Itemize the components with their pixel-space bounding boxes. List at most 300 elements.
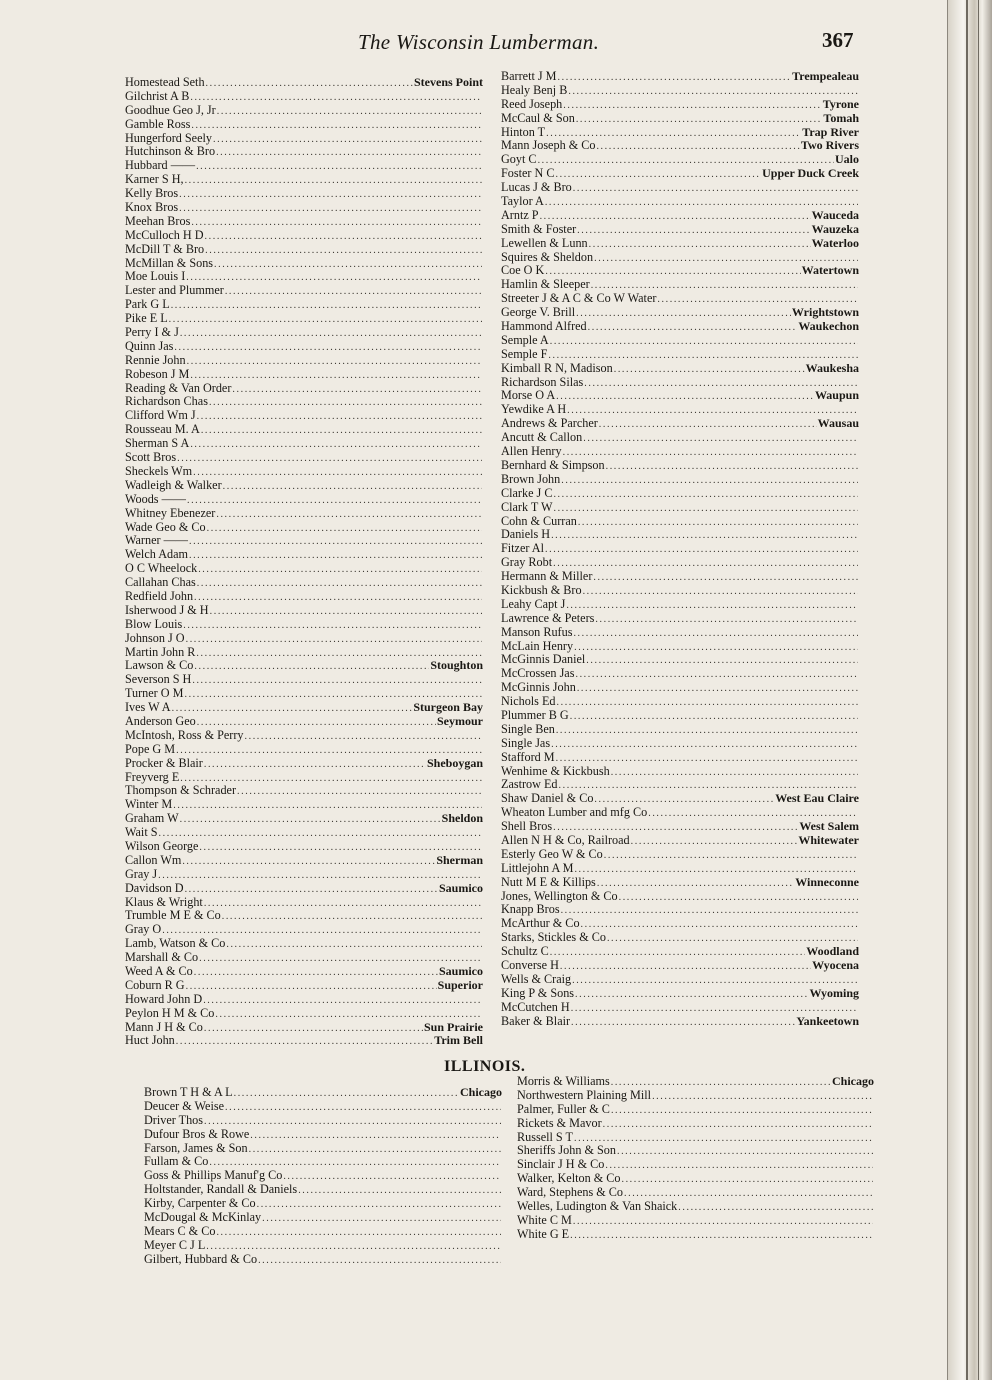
directory-entry	[501, 959, 859, 973]
entry-name: Esterly Geo W & Co	[501, 846, 603, 861]
directory-entry	[125, 493, 483, 507]
entry-name: Hungerford Seely	[125, 130, 212, 145]
entry-name: Scott Bros	[125, 450, 177, 465]
dot-leader	[619, 891, 858, 905]
directory-entry	[125, 590, 483, 604]
directory-entry	[501, 181, 859, 195]
entry-location: Woodland	[806, 944, 859, 959]
directory-entry	[501, 778, 859, 792]
directory-entry	[517, 1131, 874, 1145]
directory-entry	[125, 409, 483, 423]
entry-name: Pope G M	[125, 741, 176, 756]
directory-entry	[501, 112, 859, 126]
directory-entry	[501, 820, 859, 834]
entry-name: McArthur & Co	[501, 916, 580, 931]
directory-entry	[517, 1186, 874, 1200]
entry-name: Northwestern Plaining Mill	[517, 1087, 652, 1102]
entry-location: Stoughton	[430, 658, 483, 673]
directory-entry	[501, 139, 859, 153]
entry-name: Hammond Alfred	[501, 319, 587, 334]
directory-entry	[517, 1117, 874, 1131]
directory-entry	[501, 987, 859, 1001]
dot-leader	[187, 355, 482, 369]
directory-entry	[501, 626, 859, 640]
directory-entry	[125, 159, 483, 173]
dot-leader	[583, 432, 858, 446]
directory-entry	[501, 612, 859, 626]
dot-leader	[249, 1143, 501, 1157]
directory-entry	[501, 945, 859, 959]
entry-name: Goodhue Geo J, Jr	[125, 102, 216, 117]
directory-entry	[501, 584, 859, 598]
directory-entry	[125, 854, 483, 868]
directory-entry	[125, 673, 483, 687]
entry-name: Peylon H M & Co	[125, 1005, 215, 1020]
entry-location: Wyocena	[812, 958, 859, 972]
entry-name: Davidson D	[125, 880, 184, 895]
directory-entry	[125, 243, 483, 257]
entry-name: Gray J	[125, 866, 158, 881]
directory-entry	[501, 98, 859, 112]
entry-location: Saumico	[438, 880, 483, 895]
directory-entry	[517, 1103, 874, 1117]
dot-leader	[197, 410, 482, 424]
entry-name: Robeson J M	[125, 366, 190, 381]
directory-entry	[125, 201, 483, 215]
entry-name: Andrews & Parcher	[501, 416, 598, 431]
directory-entry	[125, 187, 483, 201]
dot-leader	[194, 591, 482, 605]
entry-name: Kelly Bros	[125, 186, 179, 201]
directory-entry	[501, 876, 859, 890]
entry-name: Wilson George	[125, 838, 199, 853]
entry-name: Trumble M E & Co	[125, 908, 221, 923]
directory-entry	[125, 632, 483, 646]
dot-leader	[573, 627, 858, 641]
entry-name: Warner ——	[125, 533, 188, 548]
dot-leader	[205, 244, 482, 258]
directory-entry	[125, 909, 483, 923]
entry-name: Single Jas	[501, 735, 551, 750]
entry-name: Semple F	[501, 346, 548, 361]
directory-entry	[125, 618, 483, 632]
dot-leader	[182, 855, 435, 869]
entry-name: Lewellen & Lunn	[501, 235, 588, 250]
directory-entry	[144, 1253, 502, 1267]
directory-entry	[517, 1200, 874, 1214]
entry-location: Wyoming	[809, 985, 859, 1000]
directory-entry	[501, 70, 859, 84]
entry-name: White C M	[517, 1212, 572, 1227]
dot-leader	[551, 529, 858, 543]
dot-leader	[225, 1101, 501, 1115]
dot-leader	[593, 571, 858, 585]
entry-name: Moe Louis I	[125, 269, 186, 284]
dot-leader	[545, 543, 858, 557]
entry-name: McCulloch H D	[125, 227, 204, 242]
entry-location: West Salem	[799, 819, 859, 834]
directory-entry	[125, 90, 483, 104]
dot-leader	[566, 599, 858, 613]
dot-leader	[550, 946, 806, 960]
illinois-left-column	[144, 1086, 502, 1267]
dot-leader	[186, 980, 437, 994]
dot-leader	[223, 480, 482, 494]
directory-entry	[501, 709, 859, 723]
dot-leader	[169, 313, 482, 327]
dot-leader	[605, 1159, 873, 1173]
entry-name: Healy Benj B	[501, 82, 568, 97]
dot-leader	[540, 210, 811, 224]
entry-name: Palmer, Fuller & C	[517, 1101, 610, 1116]
entry-location: Sheldon	[441, 811, 483, 826]
entry-name: McCaul & Son	[501, 110, 575, 125]
entry-name: Wells & Craig	[501, 971, 572, 986]
entry-name: Sheriffs John & Son	[517, 1143, 616, 1158]
entry-name: McLain Henry	[501, 638, 574, 653]
entry-name: Callahan Chas	[125, 575, 196, 590]
directory-entry	[501, 640, 859, 654]
dot-leader	[570, 710, 858, 724]
dot-leader	[232, 383, 482, 397]
dot-leader	[578, 516, 858, 530]
entry-name: Isherwood J & H	[125, 602, 209, 617]
directory-entry	[144, 1128, 502, 1142]
dot-leader	[560, 960, 811, 974]
dot-leader	[194, 966, 438, 980]
dot-leader	[597, 877, 794, 891]
entry-name: Jones, Wellington & Co	[501, 888, 618, 903]
dot-leader	[189, 535, 482, 549]
entry-name: Starks, Stickles & Co	[501, 930, 606, 945]
directory-entry	[501, 389, 859, 403]
dot-leader	[551, 738, 858, 752]
dot-leader	[179, 202, 482, 216]
entry-name: Homestead Seth	[125, 75, 205, 89]
entry-name: Taylor A	[501, 194, 544, 209]
dot-leader	[179, 188, 482, 202]
directory-entry	[501, 931, 859, 945]
entry-name: Reading & Van Order	[125, 380, 232, 395]
entry-name: Semple A	[501, 332, 549, 347]
directory-entry	[125, 576, 483, 590]
dot-leader	[216, 1226, 501, 1240]
directory-entry	[125, 840, 483, 854]
dot-leader	[190, 91, 482, 105]
directory-entry	[501, 834, 859, 848]
dot-leader	[190, 438, 482, 452]
entry-name: Nichols Ed	[501, 694, 556, 709]
directory-entry	[144, 1239, 502, 1253]
directory-entry	[517, 1144, 874, 1158]
entry-name: White G E	[517, 1226, 570, 1241]
entry-location: Sherman	[436, 852, 483, 867]
entry-name: Meehan Bros	[125, 213, 191, 228]
entry-name: Marshall & Co	[125, 950, 199, 965]
entry-name: Driver Thos	[144, 1112, 204, 1127]
directory-entry	[501, 862, 859, 876]
entry-name: Whitney Ebenezer	[125, 505, 216, 520]
entry-name: Gamble Ross	[125, 116, 191, 131]
entry-name: Hinton T	[501, 124, 546, 139]
entry-name: Yewdike A H	[501, 402, 567, 417]
entry-name: O C Wheelock	[125, 561, 198, 576]
directory-entry	[501, 292, 859, 306]
dot-leader	[298, 1184, 501, 1198]
entry-location: Watertown	[801, 263, 859, 278]
directory-entry	[125, 1034, 483, 1048]
directory-entry	[501, 223, 859, 237]
dot-leader	[604, 849, 858, 863]
directory-entry	[501, 917, 859, 931]
dot-leader	[576, 113, 823, 127]
dot-leader	[183, 619, 482, 633]
entry-name: Russell S T	[517, 1129, 573, 1144]
entry-name: Morse O A	[501, 388, 556, 403]
dot-leader	[190, 369, 482, 383]
directory-entry	[125, 659, 483, 673]
directory-entry	[125, 215, 483, 229]
entry-name: Severson S H	[125, 672, 192, 687]
directory-entry	[501, 890, 859, 904]
entry-name: Zastrow Ed	[501, 777, 558, 792]
directory-entry	[144, 1169, 502, 1183]
directory-entry	[501, 84, 859, 98]
entry-name: Smith & Foster	[501, 221, 577, 236]
directory-entry	[125, 896, 483, 910]
dot-leader	[180, 327, 482, 341]
entry-location: Saumico	[438, 964, 483, 978]
directory-entry	[125, 687, 483, 701]
entry-name: Winter M	[125, 797, 173, 812]
entry-location: Chicago	[832, 1074, 874, 1088]
directory-entry	[501, 848, 859, 862]
dot-leader	[158, 869, 482, 883]
entry-name: George V. Brill	[501, 305, 576, 320]
directory-entry	[501, 417, 859, 431]
directory-entry	[144, 1225, 502, 1239]
dot-leader	[185, 883, 438, 897]
directory-entry	[501, 487, 859, 501]
dot-leader	[283, 1170, 501, 1184]
directory-entry	[501, 348, 859, 362]
entry-name: Fullam & Co	[144, 1154, 209, 1169]
dot-leader	[258, 1254, 501, 1268]
directory-entry	[144, 1114, 502, 1128]
directory-entry	[501, 723, 859, 737]
dot-leader	[553, 557, 858, 571]
entry-location: Two Rivers	[800, 138, 859, 153]
dot-leader	[173, 799, 482, 813]
entry-location: Tomah	[823, 110, 859, 125]
directory-entry	[501, 264, 859, 278]
entry-name: Wenhime & Kickbush	[501, 763, 610, 778]
dot-leader	[574, 641, 858, 655]
entry-location: Wauzeka	[811, 221, 859, 236]
directory-entry	[501, 570, 859, 584]
directory-entry	[501, 237, 859, 251]
entry-name: Lawrence & Peters	[501, 610, 595, 625]
entry-name: Blow Louis	[125, 616, 183, 631]
entry-name: Freyverg E	[125, 769, 180, 784]
dot-leader	[553, 488, 858, 502]
entry-location: Chicago	[460, 1085, 502, 1099]
directory-entry	[125, 1021, 483, 1035]
directory-entry	[501, 515, 859, 529]
entry-name: Quinn Jas	[125, 338, 174, 353]
entry-name: Goyt C	[501, 152, 537, 167]
dot-leader	[204, 1022, 423, 1036]
entry-name: Littlejohn A M	[501, 860, 574, 875]
dot-leader	[217, 105, 482, 119]
entry-name: Barrett J M	[501, 69, 557, 83]
entry-name: Lucas J & Bro	[501, 180, 572, 195]
directory-entry	[517, 1089, 874, 1103]
dot-leader	[575, 668, 858, 682]
directory-entry	[501, 403, 859, 417]
dot-leader	[561, 474, 858, 488]
entry-location: Upper Duck Creek	[762, 166, 859, 181]
entry-name: Gray O	[125, 922, 162, 937]
dot-leader	[193, 466, 482, 480]
entry-location: Sheboygan	[426, 755, 483, 770]
dot-leader	[198, 563, 482, 577]
directory-entry	[144, 1100, 502, 1114]
dot-leader	[194, 660, 429, 674]
entry-name: Clifford Wm J	[125, 408, 196, 423]
entry-name: Goss & Phillips Manuf'g Co	[144, 1168, 283, 1183]
dot-leader	[586, 654, 858, 668]
directory-entry	[501, 973, 859, 987]
entry-name: Lester and Plummer	[125, 283, 224, 298]
directory-entry	[125, 729, 483, 743]
entry-name: Mann J H & Co	[125, 1019, 203, 1034]
entry-name: Holtstander, Randall & Daniels	[144, 1182, 298, 1197]
entry-name: Dufour Bros & Rowe	[144, 1126, 250, 1141]
directory-entry	[517, 1214, 874, 1228]
dot-leader	[589, 238, 811, 252]
directory-entry	[517, 1158, 874, 1172]
entry-location: Trap River	[802, 124, 859, 139]
dot-leader	[575, 988, 808, 1002]
entry-location: Trempealeau	[792, 69, 859, 83]
directory-entry	[125, 395, 483, 409]
entry-name: Huct John	[125, 1033, 175, 1048]
entry-location: Yankeetown	[796, 1013, 859, 1028]
entry-name: Hutchinson & Bro	[125, 144, 216, 159]
entry-name: Cohn & Curran	[501, 513, 577, 528]
directory-entry	[144, 1086, 502, 1100]
directory-entry	[501, 765, 859, 779]
entry-name: Pike E L	[125, 311, 168, 326]
directory-entry	[501, 153, 859, 167]
dot-leader	[237, 785, 482, 799]
dot-leader	[210, 605, 482, 619]
entry-location: Waukechon	[798, 319, 859, 334]
entry-location: Seymour	[437, 713, 483, 728]
entry-name: Schultz C	[501, 944, 549, 959]
entry-name: Ward, Stephens & Co	[517, 1185, 623, 1200]
directory-entry	[517, 1172, 874, 1186]
entry-name: Ancutt & Callon	[501, 430, 583, 445]
directory-entry	[125, 951, 483, 965]
entry-location: Ualo	[835, 152, 859, 167]
entry-name: Gilbert, Hubbard & Co	[144, 1251, 258, 1266]
directory-entry	[125, 284, 483, 298]
directory-entry	[501, 362, 859, 376]
directory-entry	[125, 757, 483, 771]
entry-name: Clark T W	[501, 499, 553, 514]
directory-entry	[501, 320, 859, 334]
entry-name: Anderson Geo	[125, 713, 196, 728]
dot-leader	[225, 285, 482, 299]
entry-location: West Eau Claire	[775, 791, 859, 806]
directory-entry	[144, 1142, 502, 1156]
dot-leader	[197, 577, 482, 591]
dot-leader	[174, 341, 482, 355]
entry-name: Baker & Blair	[501, 1013, 571, 1028]
entry-name: Rennie John	[125, 352, 186, 367]
entry-name: Howard John D	[125, 991, 203, 1006]
directory-entry	[125, 715, 483, 729]
entry-name: Martin John R	[125, 644, 196, 659]
page-header	[0, 28, 992, 58]
directory-entry	[501, 542, 859, 556]
dot-leader	[226, 938, 482, 952]
directory-entry	[501, 653, 859, 667]
dot-leader	[177, 452, 482, 466]
entry-location: Sturgeon Bay	[413, 700, 483, 715]
dot-leader	[172, 702, 413, 716]
entry-name: Deucer & Weise	[144, 1098, 225, 1113]
entry-location: Tyrone	[822, 96, 859, 111]
directory-entry	[144, 1211, 502, 1225]
directory-entry	[144, 1155, 502, 1169]
entry-name: McGinnis Daniel	[501, 652, 586, 667]
directory-entry	[125, 145, 483, 159]
directory-entry	[125, 562, 483, 576]
dot-leader	[214, 258, 482, 272]
entry-name: McDill T & Bro	[125, 241, 205, 256]
entry-name: Weed A & Co	[125, 964, 193, 978]
dot-leader	[557, 696, 859, 710]
entry-name: McGinnis John	[501, 680, 576, 695]
entry-name: Streeter J & A C & Co W Water	[501, 291, 657, 306]
directory-entry	[501, 806, 859, 820]
wisconsin-right-column	[501, 70, 859, 1028]
entry-name: Gray Robt	[501, 555, 553, 570]
directory-entry	[125, 118, 483, 132]
directory-entry	[517, 1075, 874, 1089]
directory-entry	[125, 312, 483, 326]
entry-name: Procker & Blair	[125, 755, 203, 770]
entry-name: McDougal & McKinlay	[144, 1210, 262, 1225]
entry-location: Winneconne	[795, 874, 859, 889]
entry-name: Morris & Williams	[517, 1074, 610, 1088]
entry-location: Waupun	[814, 388, 859, 403]
entry-name: Clarke J C	[501, 485, 553, 500]
dot-leader	[556, 168, 762, 182]
directory-entry	[501, 306, 859, 320]
entry-location: Superior	[437, 977, 483, 992]
directory-entry	[501, 473, 859, 487]
entry-name: Manson Rufus	[501, 624, 573, 639]
directory-entry	[125, 604, 483, 618]
directory-entry	[501, 209, 859, 223]
dot-leader	[553, 502, 858, 516]
entry-name: Single Ben	[501, 721, 555, 736]
directory-entry	[517, 1228, 874, 1242]
